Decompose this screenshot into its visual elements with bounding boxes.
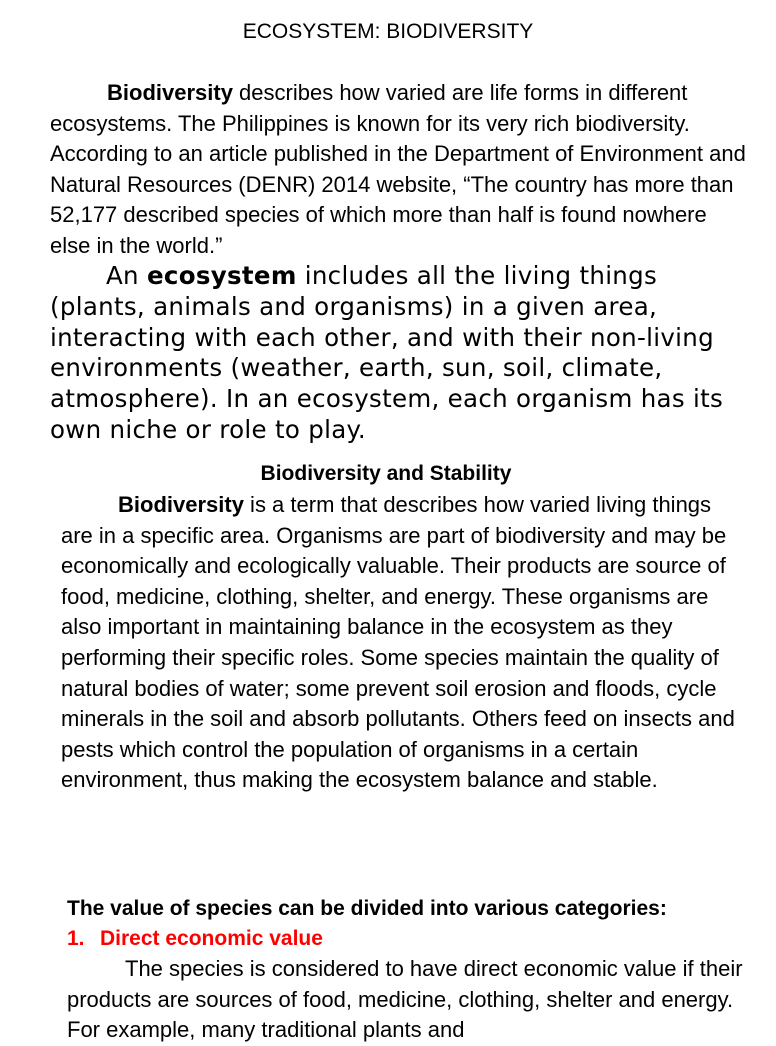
paragraph-ecosystem xyxy=(50,261,750,444)
section-heading: Biodiversity and Stability xyxy=(260,462,512,485)
term-biodiversity: Biodiversity xyxy=(118,492,244,517)
paragraph-text: is a term that describes how varied living things are in a specific area. Organisms are part of biodiversity and may be economically and ecologically valuable. Their products are source of food, medicine, clothing, shelter, and energy. These organisms are also important in maintaining balance in the ecosystem as they performing their specific roles. Some species maintain the quality of natural bodies of water; some prevent soil erosion and floods, cycle minerals in the soil and absorb pollutants. Others feed on insects and pests which control the population of organisms in a certain environment, thus making the ecosystem balance and stable. xyxy=(61,492,735,793)
term-biodiversity: Biodiversity xyxy=(107,80,233,105)
list-heading: The value of species can be divided into various categories: xyxy=(67,897,667,920)
paragraph-text: The species is considered to have direct economic value if their products are sources of food, medicine, clothing, shelter and energy. For example, many traditional plants and xyxy=(67,956,743,1043)
list-item-label: Direct economic value xyxy=(100,927,323,950)
term-ecosystem: ecosystem xyxy=(146,261,297,290)
paragraph-biodiversity-intro xyxy=(50,78,750,262)
document-title: ECOSYSTEM: BIODIVERSITY xyxy=(242,20,534,43)
list-item-direct-economic-value xyxy=(67,925,323,953)
list-item-number: 1. xyxy=(67,927,85,950)
paragraph-lead: An xyxy=(106,261,147,290)
paragraph-direct-economic-value xyxy=(67,954,757,1046)
paragraph-text: describes how varied are life forms in different ecosystems. The Philippines is known for its very rich biodiversity. According to an article published in the Department of Environment and Natural Resources (DENR) 2014 website, “The country has more than 52,177 described species of which more than half is found nowhere else in the world.” xyxy=(50,80,746,258)
paragraph-text: includes all the living things (plants, animals and organisms) in a given area, interacting with each other, and with their non-living environments (weather, earth, sun, soil, climate, atmosphere). In an ecosystem, each organism has its own niche or role to play. xyxy=(50,261,724,444)
paragraph-biodiversity-stability xyxy=(61,490,741,796)
